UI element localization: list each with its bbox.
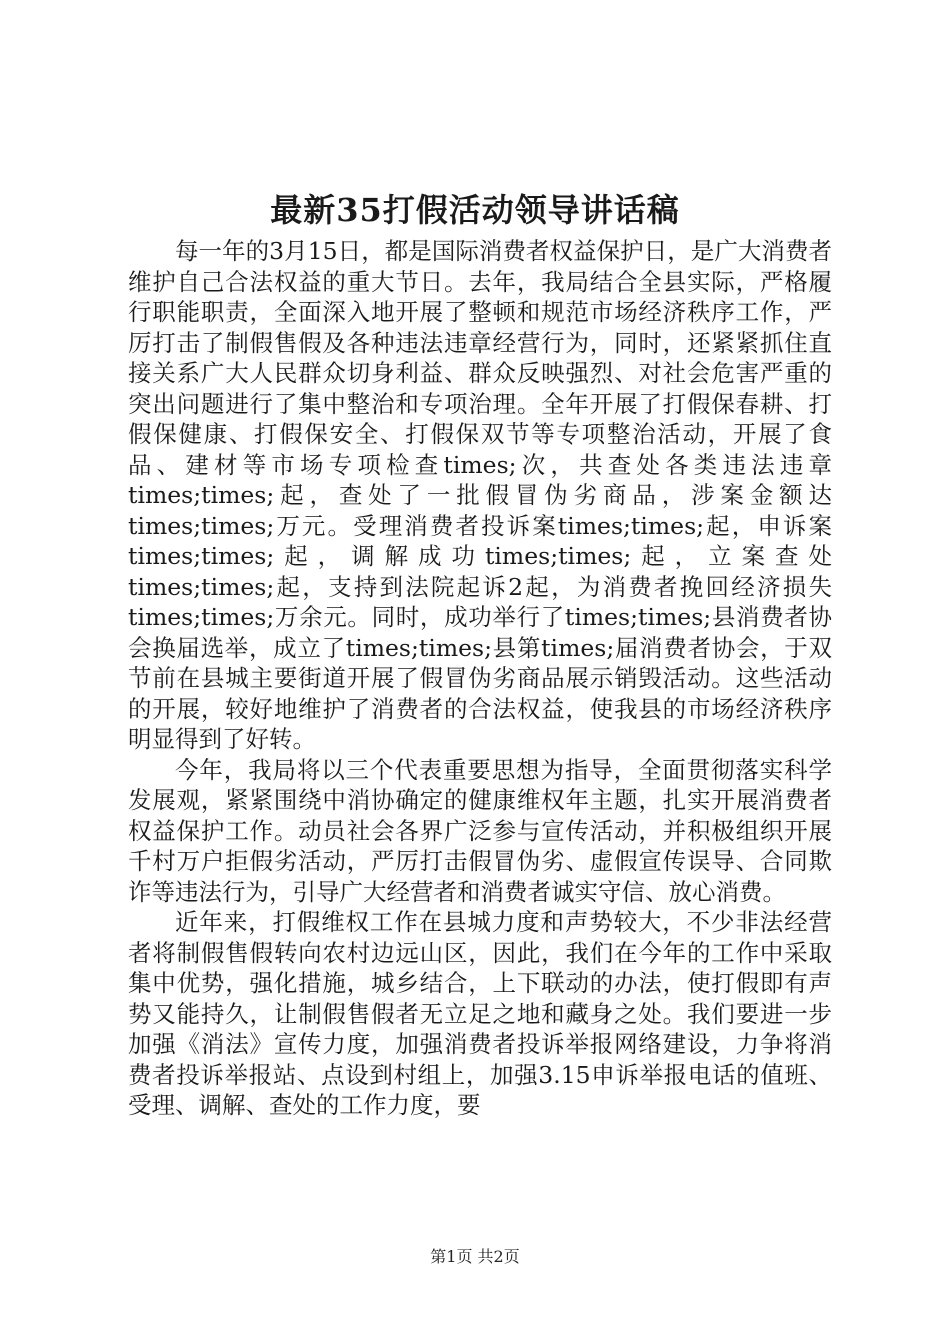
page-number-footer: 第1页 共2页 [430,1247,520,1266]
document-title: 最新35打假活动领导讲话稿 [270,191,680,229]
paragraph-2: 今年，我局将以三个代表重要思想为指导，全面贯彻落实科学发展观，紧紧围绕中消协确定的健康维权年主题，扎实开展消费者权益保护工作。动员社会各界广泛参与宣传活动，并积极组织开展千村万户拒假劣活动，严厉打击假冒伪劣、虚假宣传误导、合同欺诈等违法行为，引导广大经营者和消费者诚实守信、放心消费。 [128,755,832,906]
paragraph-3: 近年来，打假维权工作在县城力度和声势较大，不少非法经营者将制假售假转向农村边远山区，因此，我们在今年的工作中采取集中优势，强化措施，城乡结合，上下联动的办法，使打假即有声势又能持久，让制假售假者无立足之地和藏身之处。我们要进一步加强《消法》宣传力度，加强消费者投诉举报网络建设，力争将消费者投诉举报站、点设到村组上，加强3.15申诉举报电话的值班、受理、调解、查处的工作力度，要 [128,908,832,1119]
paragraph-1: 每一年的3月15日，都是国际消费者权益保护日，是广大消费者维护自己合法权益的重大节日。去年，我局结合全县实际，严格履行职能职责，全面深入地开展了整顿和规范市场经济秩序工作，严厉打击了制假售假及各种违法违章经营行为，同时，还紧紧抓住直接关系广大人民群众切身利益、群众反映强烈、对社会危害严重的突出问题进行了集中整治和专项治理。全年开展了打假保春耕、打假保健康、打假保安全、打假保双节等专项整治活动，开展了食品、建材等市场专项检查times;次，共查处各类违法违章times;times;起，查处了一批假冒伪劣商品，涉案金额达times;times;万元。受理消费者投诉案times;times;起，申诉案times;times;起，调解成功times;times;起，立案查处times;times;起，支持到法院起诉2起，为消费者挽回经济损失times;times;万余元。同时，成功举行了times;times;县消费者协会换届选举，成立了times;times;县第times;届消费者协会，于双节前在县城主要街道开展了假冒伪劣商品展示销毁活动。这些活动的开展，较好地维护了消费者的合法权益，使我县的市场经济秩序明显得到了好转。 [128,237,832,753]
document-body [128,236,832,1121]
